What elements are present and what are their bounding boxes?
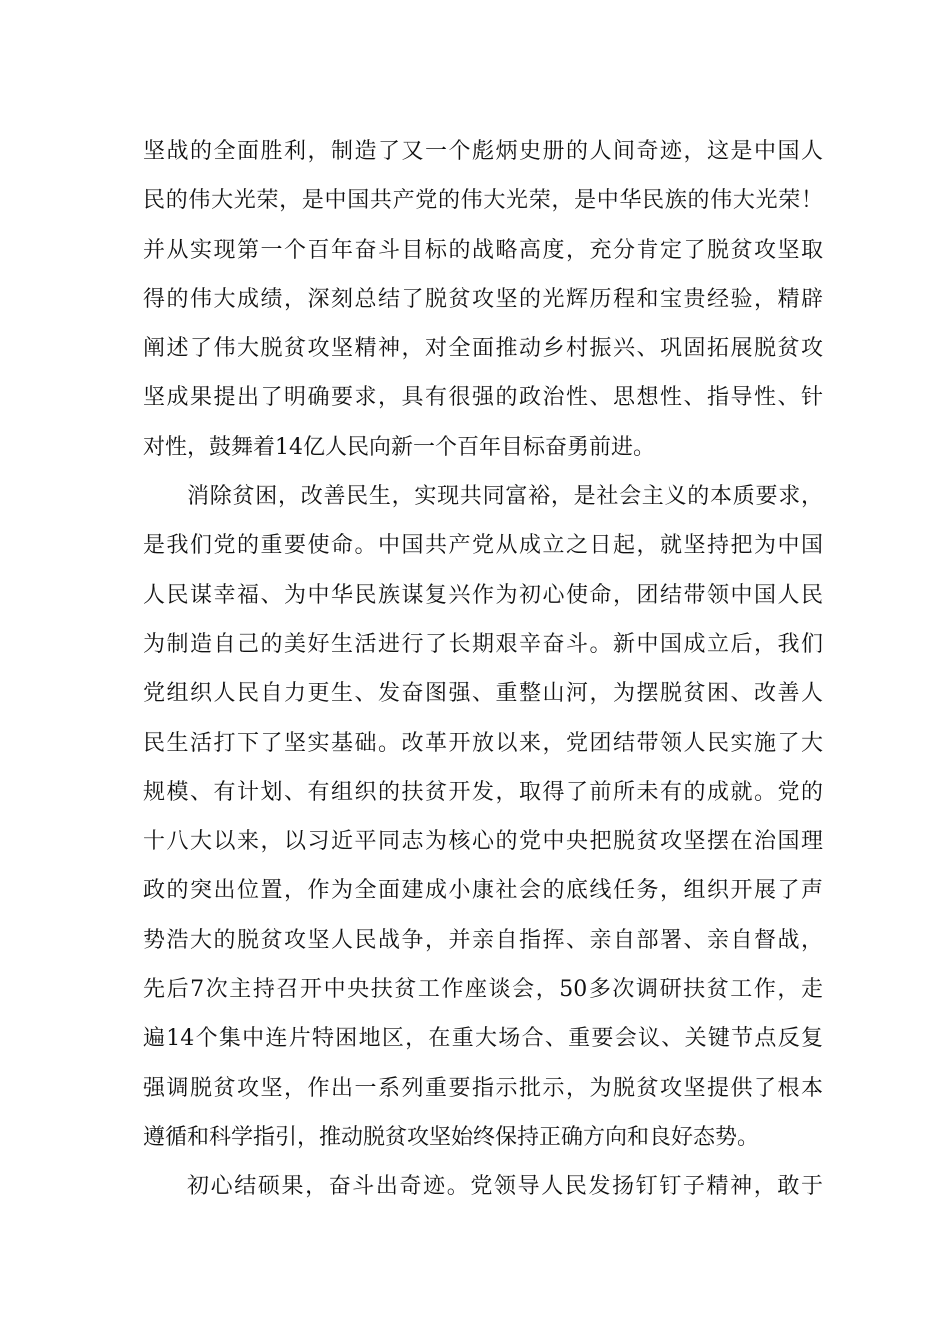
text-line: 坚战的全面胜利，制造了又一个彪炳史册的人间奇迹，这是中国人 (143, 139, 823, 164)
text-line: 坚成果提出了明确要求，具有很强的政治性、思想性、指导性、针 (143, 385, 823, 411)
text-line: 政的突出位置，作为全面建成小康社会的底线任务，组织开展了声 (143, 878, 823, 904)
text-line: 为制造自己的美好生活进行了长期艰辛奋斗。新中国成立后，我们 (143, 631, 823, 657)
text-line: 对性，鼓舞着14亿人民向新一个百年目标奋勇前进。 (143, 434, 655, 460)
text-line: 规模、有计划、有组织的扶贫开发，取得了前所未有的成就。党的 (143, 779, 823, 805)
text-line: 并从实现第一个百年奋斗目标的战略高度，充分肯定了脱贫攻坚取 (143, 237, 823, 263)
text-line: 是我们党的重要使命。中国共产党从成立之日起，就坚持把为中国 (143, 533, 823, 559)
text-line: 民的伟大光荣，是中国共产党的伟大光荣，是中华民族的伟大光荣！ (143, 188, 823, 214)
text-line: 阐述了伟大脱贫攻坚精神，对全面推动乡村振兴、巩固拓展脱贫攻 (143, 336, 823, 362)
text-line: 强调脱贫攻坚，作出一系列重要指示批示，为脱贫攻坚提供了根本 (143, 1075, 823, 1101)
text-line: 势浩大的脱贫攻坚人民战争，并亲自指挥、亲自部署、亲自督战， (143, 927, 823, 953)
text-line: 遍14个集中连片特困地区，在重大场合、重要会议、关键节点反复 (143, 1026, 823, 1052)
text-line: 先后7次主持召开中央扶贫工作座谈会，50多次调研扶贫工作，走 (143, 977, 823, 1003)
paragraph-first-line: 消除贫困，改善民生，实现共同富裕，是社会主义的本质要求， (187, 484, 823, 510)
body-text (143, 127, 823, 1212)
text-line: 人民谋幸福、为中华民族谋复兴作为初心使命，团结带领中国人民 (143, 582, 823, 608)
text-line: 遵循和科学指引，推动脱贫攻坚始终保持正确方向和良好态势。 (143, 1124, 760, 1150)
text-line: 党组织人民自力更生、发奋图强、重整山河，为摆脱贫困、改善人 (143, 681, 823, 707)
text-line: 十八大以来，以习近平同志为核心的党中央把脱贫攻坚摆在治国理 (143, 829, 823, 855)
text-line: 得的伟大成绩，深刻总结了脱贫攻坚的光辉历程和宝贵经验，精辟 (143, 286, 823, 312)
paragraph-first-line: 初心结硕果，奋斗出奇迹。党领导人民发扬钉钉子精神，敢于 (187, 1174, 823, 1200)
text-line: 民生活打下了坚实基础。改革开放以来，党团结带领人民实施了大 (143, 730, 823, 756)
